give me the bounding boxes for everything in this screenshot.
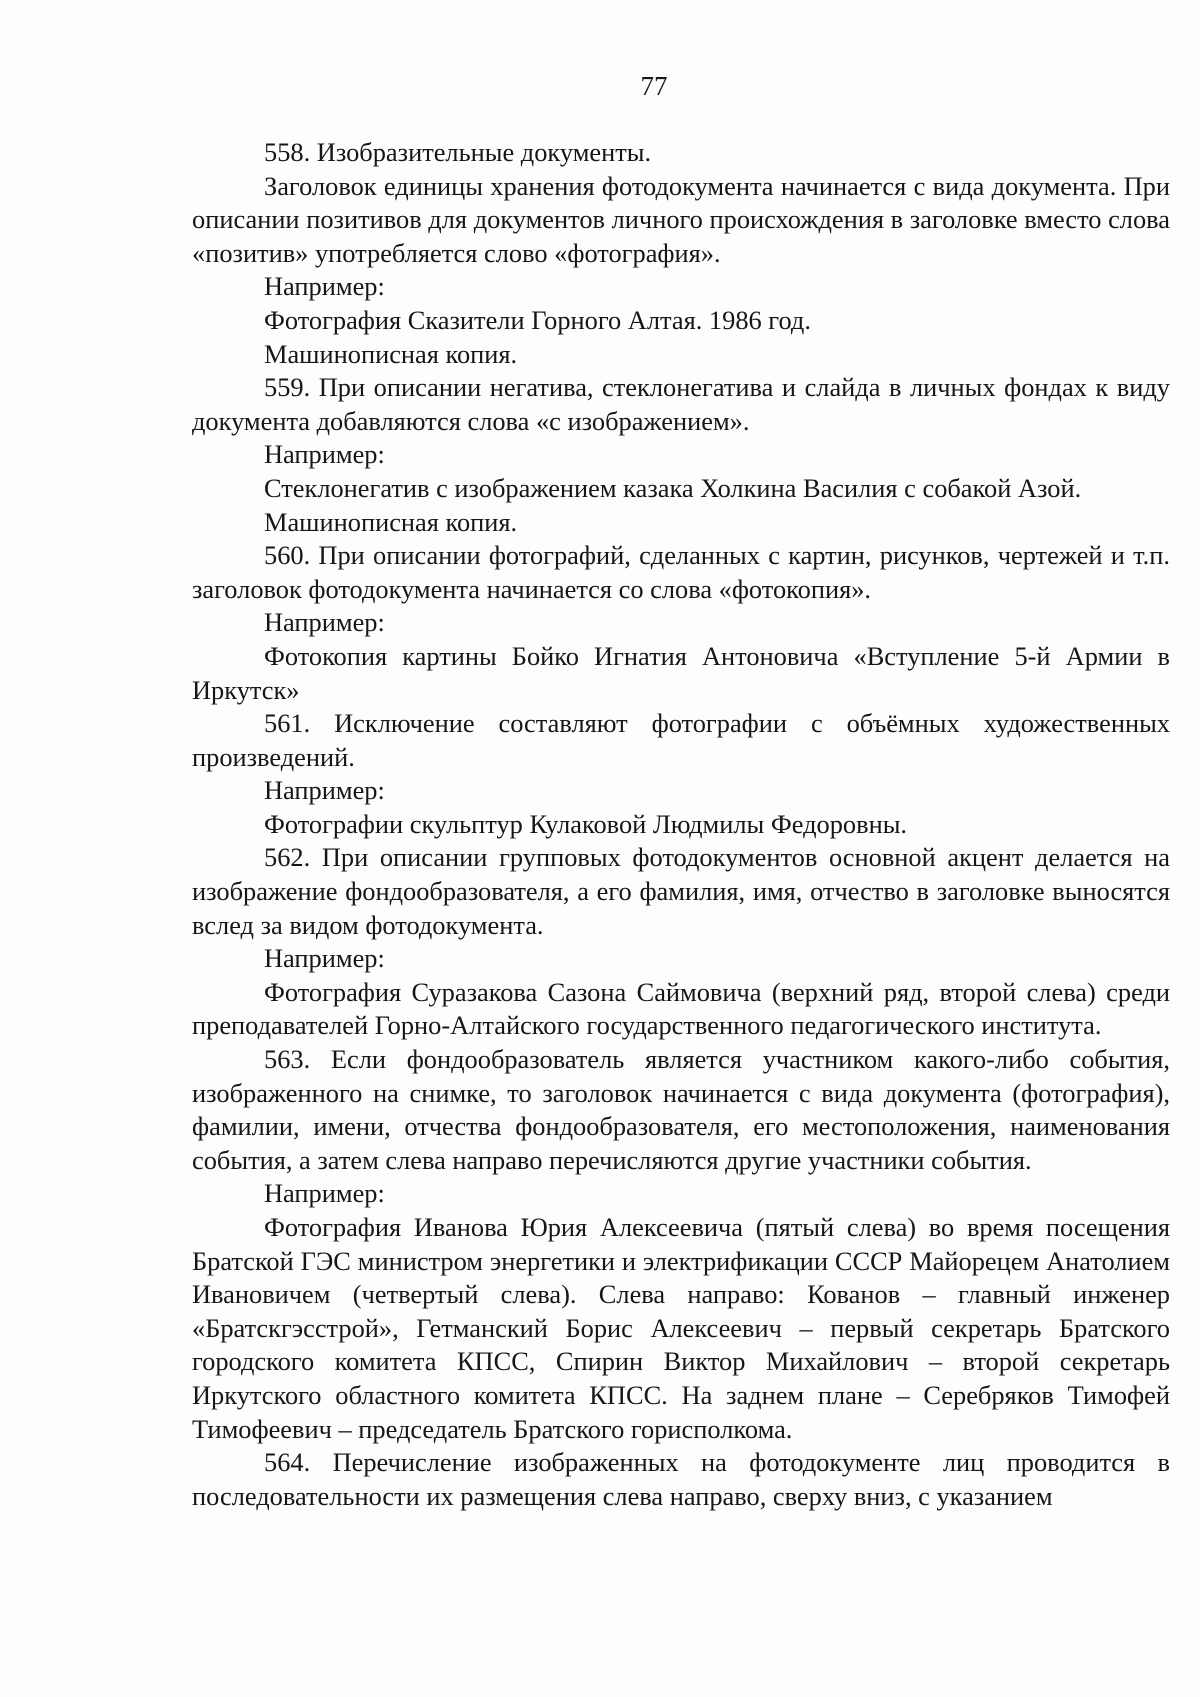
example-text: Фотография Суразакова Сазона Саймовича (верхний ряд, второй слева) среди преподавателей Горно-Алтайского государственного педагогического института. [192, 976, 1170, 1041]
example-text: Машинописная копия. [264, 338, 518, 369]
example-text: Стеклонегатив с изображением казака Холкина Василия с собакой Азой. [264, 472, 1082, 503]
example-label: Например: [264, 271, 385, 302]
paragraph-559: 559. При описании негатива, стеклонегатива и слайда в личных фондах к виду документа добавляются слова «с изображением». [192, 372, 1170, 436]
example-label: Например: [264, 1178, 385, 1209]
example-text: Машинописная копия. [264, 506, 518, 537]
example-label: Например: [264, 607, 385, 638]
paragraph-558-body: Заголовок единицы хранения фотодокумента начинается с вида документа. При описании позитивов для документов личного происхождения в заголовке вместо слова «позитив» употребляется слово «фотография». [192, 170, 1170, 268]
example-text: Фотокопия картины Бойко Игнатия Антоновича «Вступление 5-й Армии в Иркутск» [192, 640, 1170, 705]
paragraph-558-heading: 558. Изобразительные документы. [264, 137, 652, 167]
document-body [192, 136, 1170, 1513]
paragraph-561: 561. Исключение составляют фотографии с объёмных художественных произведений. [192, 708, 1170, 772]
example-label: Например: [264, 943, 385, 974]
paragraph-564: 564. Перечисление изображенных на фотодокументе лиц проводится в последовательности их размещения слева направо, сверху вниз, с указанием [192, 1447, 1170, 1511]
paragraph-563: 563. Если фондообразователь является участником какого-либо события, изображенного на снимке, то заголовок начинается с вида документа (фотография), фамилии, имени, отчества фондообразователя, его местоположения, наименования события, а затем слева направо перечисляются другие участники события. [192, 1044, 1170, 1175]
paragraph-560: 560. При описании фотографий, сделанных с картин, рисунков, чертежей и т.п. заголовок фотодокумента начинается со слова «фотокопия». [192, 540, 1170, 604]
page-number: 77 [640, 71, 668, 101]
example-label: Например: [264, 775, 385, 806]
example-text: Фотография Сказители Горного Алтая. 1986 год. [264, 304, 811, 335]
example-text: Фотография Иванова Юрия Алексеевича (пятый слева) во время посещения Братской ГЭС министром энергетики и электрификации СССР Майорецем Анатолием Ивановичем (четвертый слева). Слева направо: Кованов – главный инженер «Братскгэсстрой», Гетманский Борис Алексеевич – первый секретарь Братского городского комитета КПСС, Спирин Виктор Михайлович – второй секретарь Иркутского областного комитета КПСС. На заднем плане – Серебряков Тимофей Тимофеевич – председатель Братского горисполкома. [192, 1212, 1170, 1444]
example-label: Например: [264, 439, 385, 470]
paragraph-562: 562. При описании групповых фотодокументов основной акцент делается на изображение фондообразователя, а его фамилия, имя, отчество в заголовке выносятся вслед за видом фотодокумента. [192, 842, 1170, 940]
example-text: Фотографии скульптур Кулаковой Людмилы Федоровны. [264, 808, 908, 839]
